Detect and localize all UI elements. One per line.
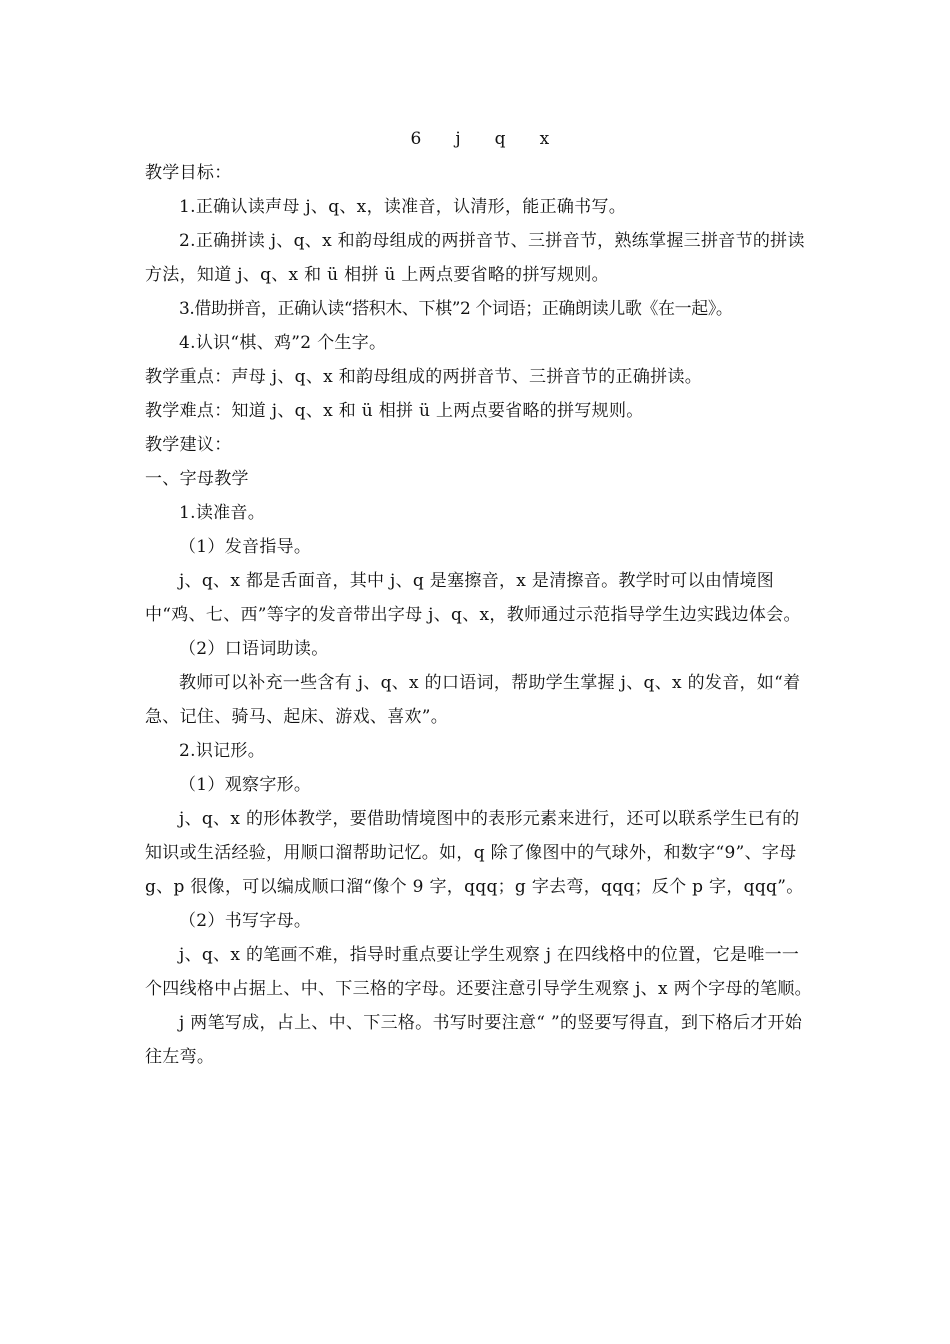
goal-4: 4.认识“棋、鸡”2 个生字。 bbox=[179, 333, 387, 353]
paragraph-writing: j、q、x 的笔画不难，指导时重点要让学生观察 j 在四线格中的位置，它是唯一一个四线格中占据上、中、下三格的字母。还要注意引导学生观察 j、x 两个字母的笔顺。 bbox=[145, 945, 812, 999]
difficulty: 教学难点：知道 j、q、x 和 ü 相拼 ü 上两点要省略的拼写规则。 bbox=[145, 401, 644, 421]
goal-3: 3.借助拼音，正确认读“搭积木、下棋”2 个词语；正确朗读儿歌《在一起》。 bbox=[179, 299, 733, 319]
goal-2: 2.正确拼读 j、q、x 和韵母组成的两拼音节、三拼音节，熟练掌握三拼音节的拼读方法，知道 j、q、x 和 ü 相拼 ü 上两点要省略的拼写规则。 bbox=[145, 231, 805, 285]
item-recognize-shape: 2.识记形。 bbox=[179, 741, 266, 761]
title-letter-x: x bbox=[539, 129, 550, 149]
document-page bbox=[145, 122, 815, 1074]
paragraph-shape: j、q、x 的形体教学，要借助情境图中的表形元素来进行，还可以联系学生已有的知识或生活经验，用顺口溜帮助记忆。如，q 除了像图中的气球外，和数字“9”、字母 g、p 很像，可以编成顺口溜“像个 9 字，qqq；g 字去弯，qqq；反个 p 字，qqq”。 bbox=[145, 809, 804, 897]
paragraph-oral-words: 教师可以补充一些含有 j、q、x 的口语词，帮助学生掌握 j、q、x 的发音，如“着急、记住、骑马、起床、游戏、喜欢”。 bbox=[145, 673, 801, 727]
key-point: 教学重点：声母 j、q、x 和韵母组成的两拼音节、三拼音节的正确拼读。 bbox=[145, 367, 703, 387]
suggestions-heading: 教学建议： bbox=[145, 435, 232, 455]
item-read-sound: 1.读准音。 bbox=[179, 503, 266, 523]
item-write-letters: （2）书写字母。 bbox=[179, 911, 312, 931]
lesson-number: 6 bbox=[410, 129, 422, 149]
item-pronunciation-guide: （1）发音指导。 bbox=[179, 537, 312, 557]
title-letter-j: j bbox=[455, 129, 461, 149]
paragraph-pronunciation: j、q、x 都是舌面音，其中 j、q 是塞擦音，x 是清擦音。教学时可以由情境图中“鸡、七、西”等字的发音带出字母 j、q、x，教师通过示范指导学生边实践边体会。 bbox=[145, 571, 801, 625]
item-oral-words: （2）口语词助读。 bbox=[179, 639, 329, 659]
goals-heading: 教学目标： bbox=[145, 163, 232, 183]
title-letter-q: q bbox=[494, 129, 506, 149]
goal-1: 1.正确认读声母 j、q、x，读准音，认清形，能正确书写。 bbox=[179, 197, 627, 217]
lesson-title bbox=[145, 122, 815, 156]
item-observe-shape: （1）观察字形。 bbox=[179, 775, 312, 795]
paragraph-j-writing: j 两笔写成，占上、中、下三格。书写时要注意“ ”的竖要写得直，到下格后才开始往左弯。 bbox=[145, 1013, 803, 1067]
section-letter-teaching: 一、字母教学 bbox=[145, 469, 249, 489]
